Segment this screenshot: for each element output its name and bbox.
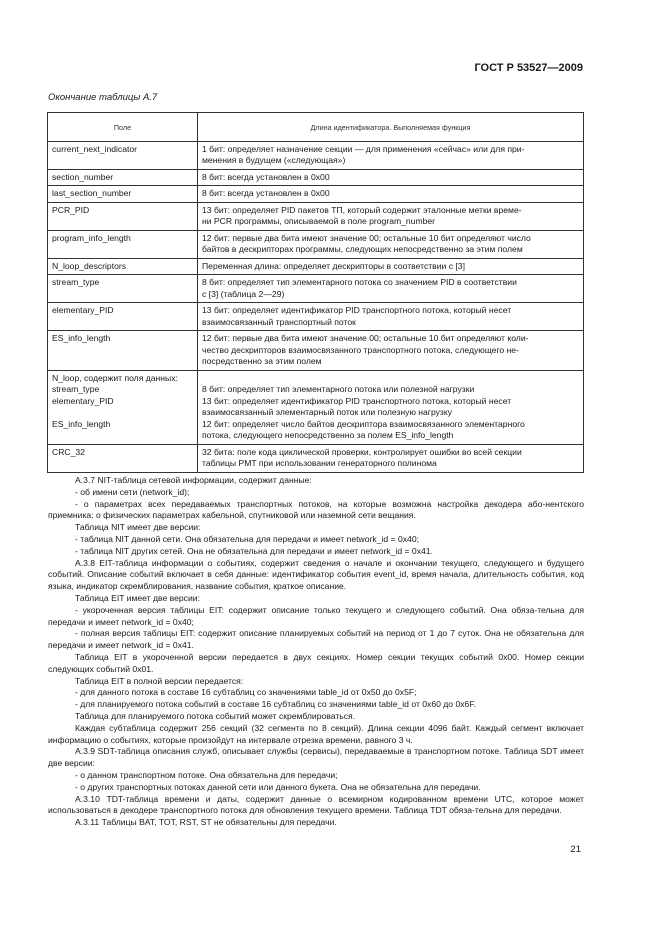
description-line: менения в будущем («следующая») [202, 155, 346, 165]
paragraph: - для данного потока в составе 16 субтаблиц со значениями table_id от 0x50 до 0x5F; [75, 687, 417, 698]
paragraph: А.3.7 NIT-таблица сетевой информации, содержит данные: [75, 475, 312, 485]
paragraph: А.3.8 EIT-таблица информации о событиях, содержит сведения о начале и окончании текущего, следующего и будущего событий. Описание событий включает в себя данные: идентификатор события event_id, время начала, длительность события, код языка, индикатор скремблирования, название события, краткое описание. [48, 557, 584, 592]
description-line: ни PCR программы, описываемой в поле program_number [202, 216, 436, 226]
table-row [48, 303, 584, 331]
description-line: 12 бит: первые два бита имеют значение 00; остальные 10 бит определяют коли- [202, 333, 529, 343]
paragraph: Каждая субтаблица содержит 256 секций (32 сегмента по 8 секций). Длина секции 4096 байт. Каждый сегмент включает информацию о событиях, которые произойдут на интервале отрезка времени, равного 3 ч. [48, 722, 584, 745]
field-name: CRC_32 [52, 446, 85, 457]
table-row [48, 370, 584, 444]
description-line: Переменная длина: определяет дескрипторы в соответствии с [3] [202, 260, 465, 271]
field-name: stream_type [52, 384, 100, 394]
description-line: потока, следующего непосредственно за полем ES_info_length [202, 430, 454, 440]
table-row [48, 331, 584, 371]
field-cell [48, 141, 198, 169]
table-header-row [48, 113, 584, 142]
field-name: ES_info_length [52, 333, 111, 343]
field-name: PCR_PID [52, 204, 90, 215]
paragraph: - о параметрах всех передаваемых транспортных потоков, на которые возможна настройка декодера або-нентского приемника: о физических параметрах кабельной, спутниковой или наземной сети вещания. [48, 498, 584, 521]
description-line: 13 бит: определяет PID пакетов ТП, который содержит эталонные метки време- [202, 204, 522, 215]
field-cell [48, 331, 198, 371]
spec-table [47, 112, 584, 473]
field-cell [48, 230, 198, 258]
description-line: чество дескрипторов взаимосвязанного транспортного потока, следующего не- [202, 344, 519, 355]
paragraph: - таблица NIT данной сети. Она обязательна для передачи и имеет network_id = 0x40; [75, 533, 419, 544]
description-cell [198, 331, 584, 371]
body-text [48, 475, 584, 829]
table-row [48, 202, 584, 230]
description-line: 12 бит: первые два бита имеют значение 00; остальные 10 бит определяют число [202, 232, 531, 243]
field-cell [48, 186, 198, 203]
paragraph: - об имени сети (network_id); [75, 486, 190, 497]
field-cell [48, 169, 198, 186]
description-line: 13 бит: определяет идентификатор PID транспортного потока, который несет [202, 305, 512, 315]
description-line: 12 бит: определяет число байтов дескриптора взаимосвязанного элементарного [202, 418, 525, 429]
description-line: байтов в дескрипторах программы, следующих непосредственно за этим полем [202, 244, 523, 254]
column-header-description: Длина идентификатора. Выполняемая функция [198, 113, 584, 142]
paragraph: Таблица для планируемого потока событий может скремблироваться. [75, 710, 356, 721]
standard-number: ГОСТ Р 53527—2009 [474, 62, 583, 74]
field-cell [48, 444, 198, 472]
field-name: stream_type [52, 277, 100, 287]
description-line: 32 бита: поле кода циклической проверки, контролирует ошибки во всей секции [202, 446, 522, 457]
description-line: 13 бит: определяет идентификатор PID транспортного потока, который несет [202, 395, 512, 406]
column-header-field: Поле [48, 113, 198, 142]
table-row [48, 186, 584, 203]
description-line: взаимосвязанный транспортный поток [202, 316, 356, 327]
field-name: section_number [52, 171, 114, 182]
paragraph: - таблица NIT других сетей. Она не обязательна для передачи и имеет network_id = 0x41. [75, 545, 433, 556]
field-name: elementary_PID [52, 395, 114, 406]
description-cell [198, 169, 584, 186]
paragraph: - укороченная версия таблицы EIT: содержит описание только текущего и следующего событий. Она обяза-тельна для передачи и имеет network_id = 0x40; [48, 604, 584, 627]
paragraph: - для планируемого потока событий в составе 16 субтаблиц со значениями table_id от 0x60 до 0x6F. [75, 699, 477, 710]
field-cell [48, 258, 198, 275]
description-line: 8 бит: всегда установлен в 0x00 [202, 171, 330, 182]
description-cell [198, 444, 584, 472]
field-cell [48, 370, 198, 444]
table-caption: Окончание таблицы А.7 [48, 92, 158, 103]
paragraph: - о данном транспортном потоке. Она обязательна для передачи; [75, 769, 338, 780]
description-cell [198, 202, 584, 230]
paragraph: А.3.9 SDT-таблица описания служб, описывает службы (сервисы), передаваемые в транспортном потоке. Таблица SDT имеет две версии: [48, 746, 584, 769]
description-line: таблицы PMT при использовании генераторного полинома [202, 458, 437, 468]
table-row [48, 230, 584, 258]
field-name: elementary_PID [52, 305, 114, 315]
description-line: посредственно за этим полем [202, 356, 322, 366]
description-cell [198, 230, 584, 258]
paragraph: Таблица EIT в укороченной версии передается в двух секциях. Номер секции текущих событий 0x00. Номер секции следующих событий 0x01. [48, 651, 584, 674]
table-body [48, 141, 584, 472]
description-cell [198, 303, 584, 331]
field-cell [48, 303, 198, 331]
description-cell [198, 141, 584, 169]
paragraph: А.3.10 TDT-таблица времени и даты, содержит данные о всемирном кодированном времени UTC, которое может использоваться в декодере транспортного потока для обновления текущего времени. Таблица TDT обяза-тельна для передачи. [48, 793, 584, 816]
description-cell [198, 186, 584, 203]
paragraph: Таблица EIT в полной версии передается: [75, 675, 244, 686]
description-line: 8 бит: всегда установлен в 0x00 [202, 188, 330, 198]
page-number: 21 [570, 844, 581, 855]
table-row [48, 444, 584, 472]
description-line: с [3] (таблица 2—29) [202, 288, 285, 299]
description-line: 8 бит: определяет тип элементарного потока или полезной нагрузки [202, 384, 475, 394]
description-line: взаимосвязанный элементарный поток или полезную нагрузку [202, 407, 453, 417]
table-row [48, 141, 584, 169]
description-cell [198, 258, 584, 275]
table-row [48, 275, 584, 303]
field-cell [48, 202, 198, 230]
paragraph: Таблица NIT имеет две версии: [75, 522, 201, 533]
description-line: 1 бит: определяет назначение секции — для применения «сейчас» или для при- [202, 143, 525, 154]
field-name: current_next_indicator [52, 143, 138, 154]
paragraph: А.3.11 Таблицы BAT, TOT, RST, ST не обязательны для передачи. [75, 817, 337, 828]
description-line: 8 бит: определяет тип элементарного потока со значением PID в соответствии [202, 277, 517, 287]
description-cell [198, 275, 584, 303]
field-name [52, 407, 193, 419]
paragraph: Таблица EIT имеет две версии: [75, 592, 200, 603]
paragraph: - полная версия таблицы EIT: содержит описание планируемых событий на период от 1 до 7 суток. Она не обязательна для передачи и имеет network_id = 0x41. [48, 628, 584, 651]
field-cell [48, 275, 198, 303]
paragraph: - о других транспортных потоках данной сети или данного букета. Она не обязательна для передачи. [75, 781, 481, 792]
description-line [202, 373, 579, 385]
table-row [48, 169, 584, 186]
field-name: program_info_length [52, 232, 131, 243]
description-cell [198, 370, 584, 444]
field-name: N_loop, содержит поля данных: [52, 372, 178, 383]
field-name: last_section_number [52, 188, 132, 198]
table-row [48, 258, 584, 275]
field-name: N_loop_descriptors [52, 260, 127, 271]
field-name: ES_info_length [52, 418, 111, 429]
